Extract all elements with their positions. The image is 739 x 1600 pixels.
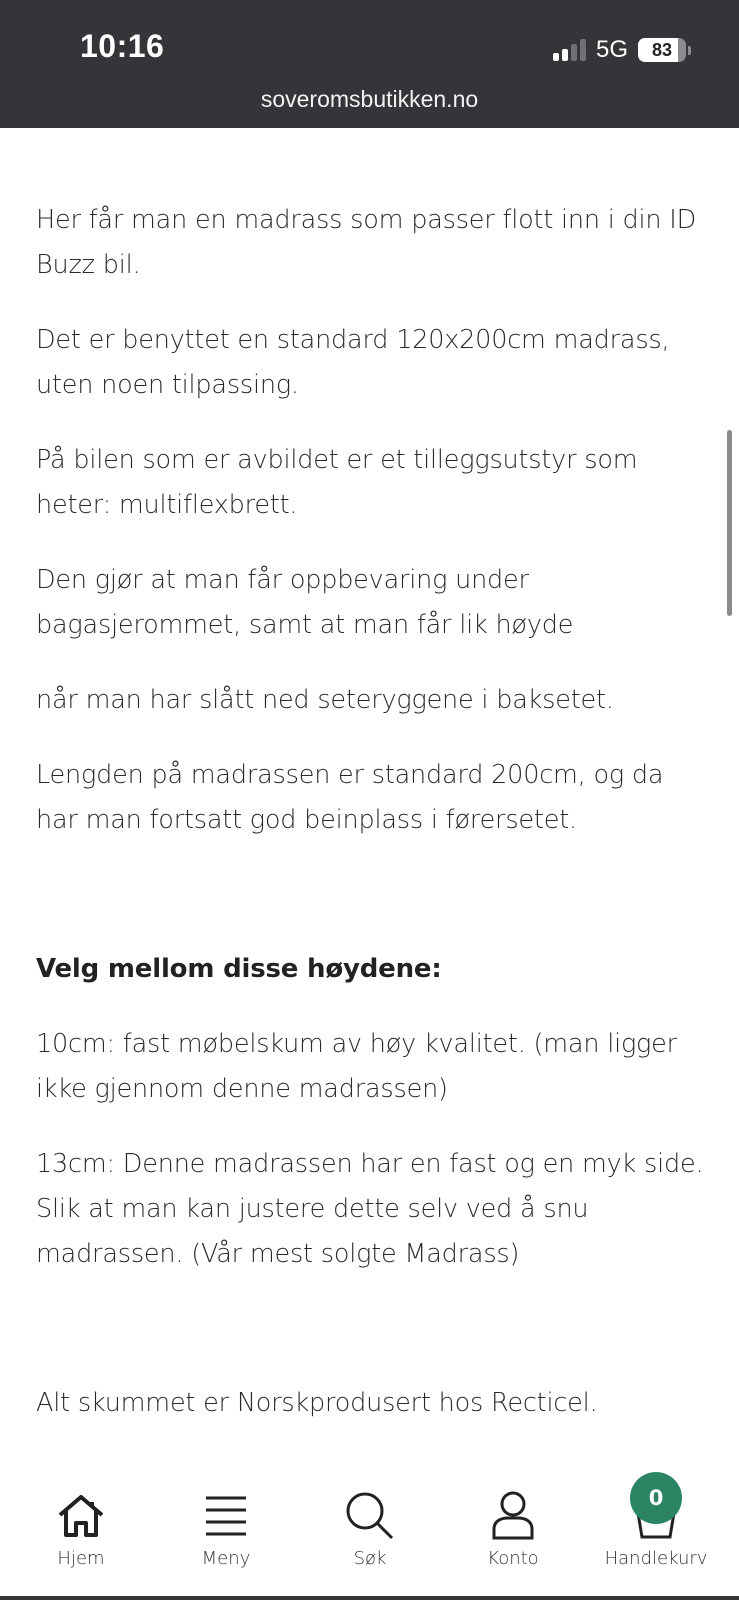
description-paragraph: På bilen som er avbildet er et tilleggsutstyr som heter: multiflexbrett.	[36, 445, 638, 520]
battery-tip	[688, 46, 691, 55]
description-paragraph: Den gjør at man får oppbevaring under bagasjerommet, samt at man får lik høyde	[36, 565, 574, 640]
heights-heading: Velg mellom disse høydene:	[36, 954, 442, 984]
product-description	[36, 198, 706, 1456]
home-icon	[53, 1488, 109, 1544]
bottom-edge-bar	[0, 1596, 739, 1600]
status-bar	[0, 0, 739, 128]
foam-origin-note: Alt skummet er Norskprodusert hos Recticel.	[36, 1388, 598, 1418]
nav-item-account[interactable]	[443, 1448, 583, 1569]
description-paragraph: Det er benyttet en standard 120x200cm madrass, uten noen tilpassing.	[36, 325, 670, 400]
nav-item-cart[interactable]	[586, 1448, 726, 1569]
cart-count-badge: 0	[630, 1472, 682, 1524]
nav-item-menu[interactable]	[156, 1448, 296, 1569]
account-icon	[485, 1488, 541, 1544]
description-paragraph: når man har slått ned seteryggene i baksetet.	[36, 685, 614, 715]
battery-icon	[638, 38, 686, 62]
nav-label: Konto	[487, 1548, 539, 1569]
nav-item-search[interactable]	[300, 1448, 440, 1569]
description-paragraph: Lengden på madrassen er standard 200cm, og da har man fortsatt god beinplass i førersetet.	[36, 760, 664, 835]
height-option-13cm: 13cm: Denne madrassen har en fast og en myk side. Slik at man kan justere dette selv ved å snu madrassen. (Vår mest solgte Madrass)	[36, 1149, 704, 1269]
signal-strength-icon	[553, 39, 586, 61]
status-indicators	[553, 36, 691, 64]
bottom-navigation	[0, 1448, 739, 1600]
battery-level: 83	[651, 39, 673, 60]
search-icon	[342, 1488, 398, 1544]
browser-url[interactable]: soveromsbutikken.no	[260, 86, 479, 112]
menu-icon	[198, 1488, 254, 1544]
description-paragraph: Her får man en madrass som passer flott inn i din ID Buzz bil.	[36, 205, 697, 280]
nav-label: Hjem	[57, 1548, 105, 1569]
network-type: 5G	[595, 36, 628, 63]
nav-label: Meny	[201, 1548, 251, 1569]
status-time: 10:16	[80, 28, 165, 64]
page-scrollbar[interactable]	[727, 430, 732, 616]
nav-item-home[interactable]	[11, 1448, 151, 1569]
height-option-10cm: 10cm: fast møbelskum av høy kvalitet. (man ligger ikke gjennom denne madrassen)	[36, 1029, 677, 1104]
nav-label: Søk	[353, 1548, 387, 1569]
nav-label: Handlekurv	[604, 1548, 708, 1569]
